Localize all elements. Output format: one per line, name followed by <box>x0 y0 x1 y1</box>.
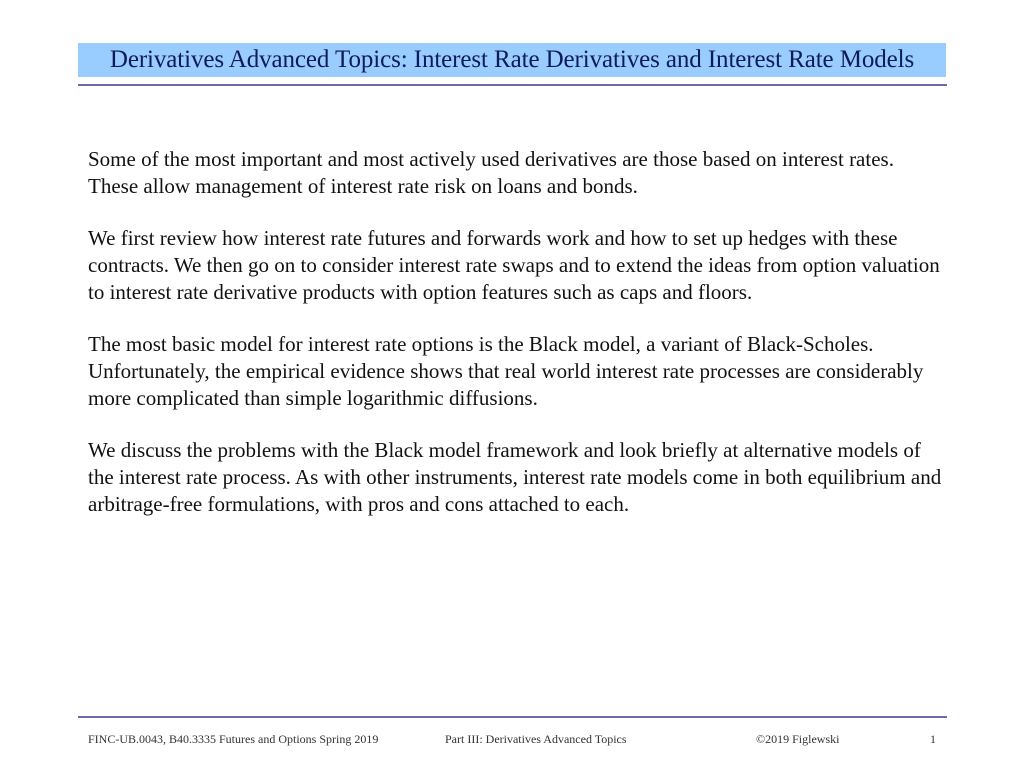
title-banner <box>78 43 946 77</box>
paragraph-alternative-models: We discuss the problems with the Black model framework and look briefly at alternative models of the interest rate process. As with other instruments, interest rate models come in both equilibrium and arbitrage-free formulations, with pros and cons attached to each. <box>88 438 942 516</box>
footer-copyright: ©2019 Figlewski <box>756 732 840 746</box>
paragraph-black-model: The most basic model for interest rate options is the Black model, a variant of Black-Scholes. Unfortunately, the empirical evidence shows that real world interest rate processes are considerably more complicated than simple logarithmic diffusions. <box>88 332 924 410</box>
slide-body <box>88 146 948 543</box>
footer-page-number: 1 <box>930 732 936 746</box>
slide-title: Derivatives Advanced Topics: Interest Rate Derivatives and Interest Rate Models <box>109 46 915 73</box>
footer-part: Part III: Derivatives Advanced Topics <box>445 732 627 746</box>
footer-rule <box>78 716 947 718</box>
title-underline <box>78 84 947 86</box>
footer-course: FINC-UB.0043, B40.3335 Futures and Options Spring 2019 <box>88 732 379 746</box>
paragraph-intro: Some of the most important and most actively used derivatives are those based on interest rates. These allow management of interest rate risk on loans and bonds. <box>88 147 894 198</box>
paragraph-futures-swaps: We first review how interest rate futures and forwards work and how to set up hedges with these contracts. We then go on to consider interest rate swaps and to extend the ideas from option valuation to interest rate derivative products with option features such as caps and floors. <box>88 226 940 304</box>
